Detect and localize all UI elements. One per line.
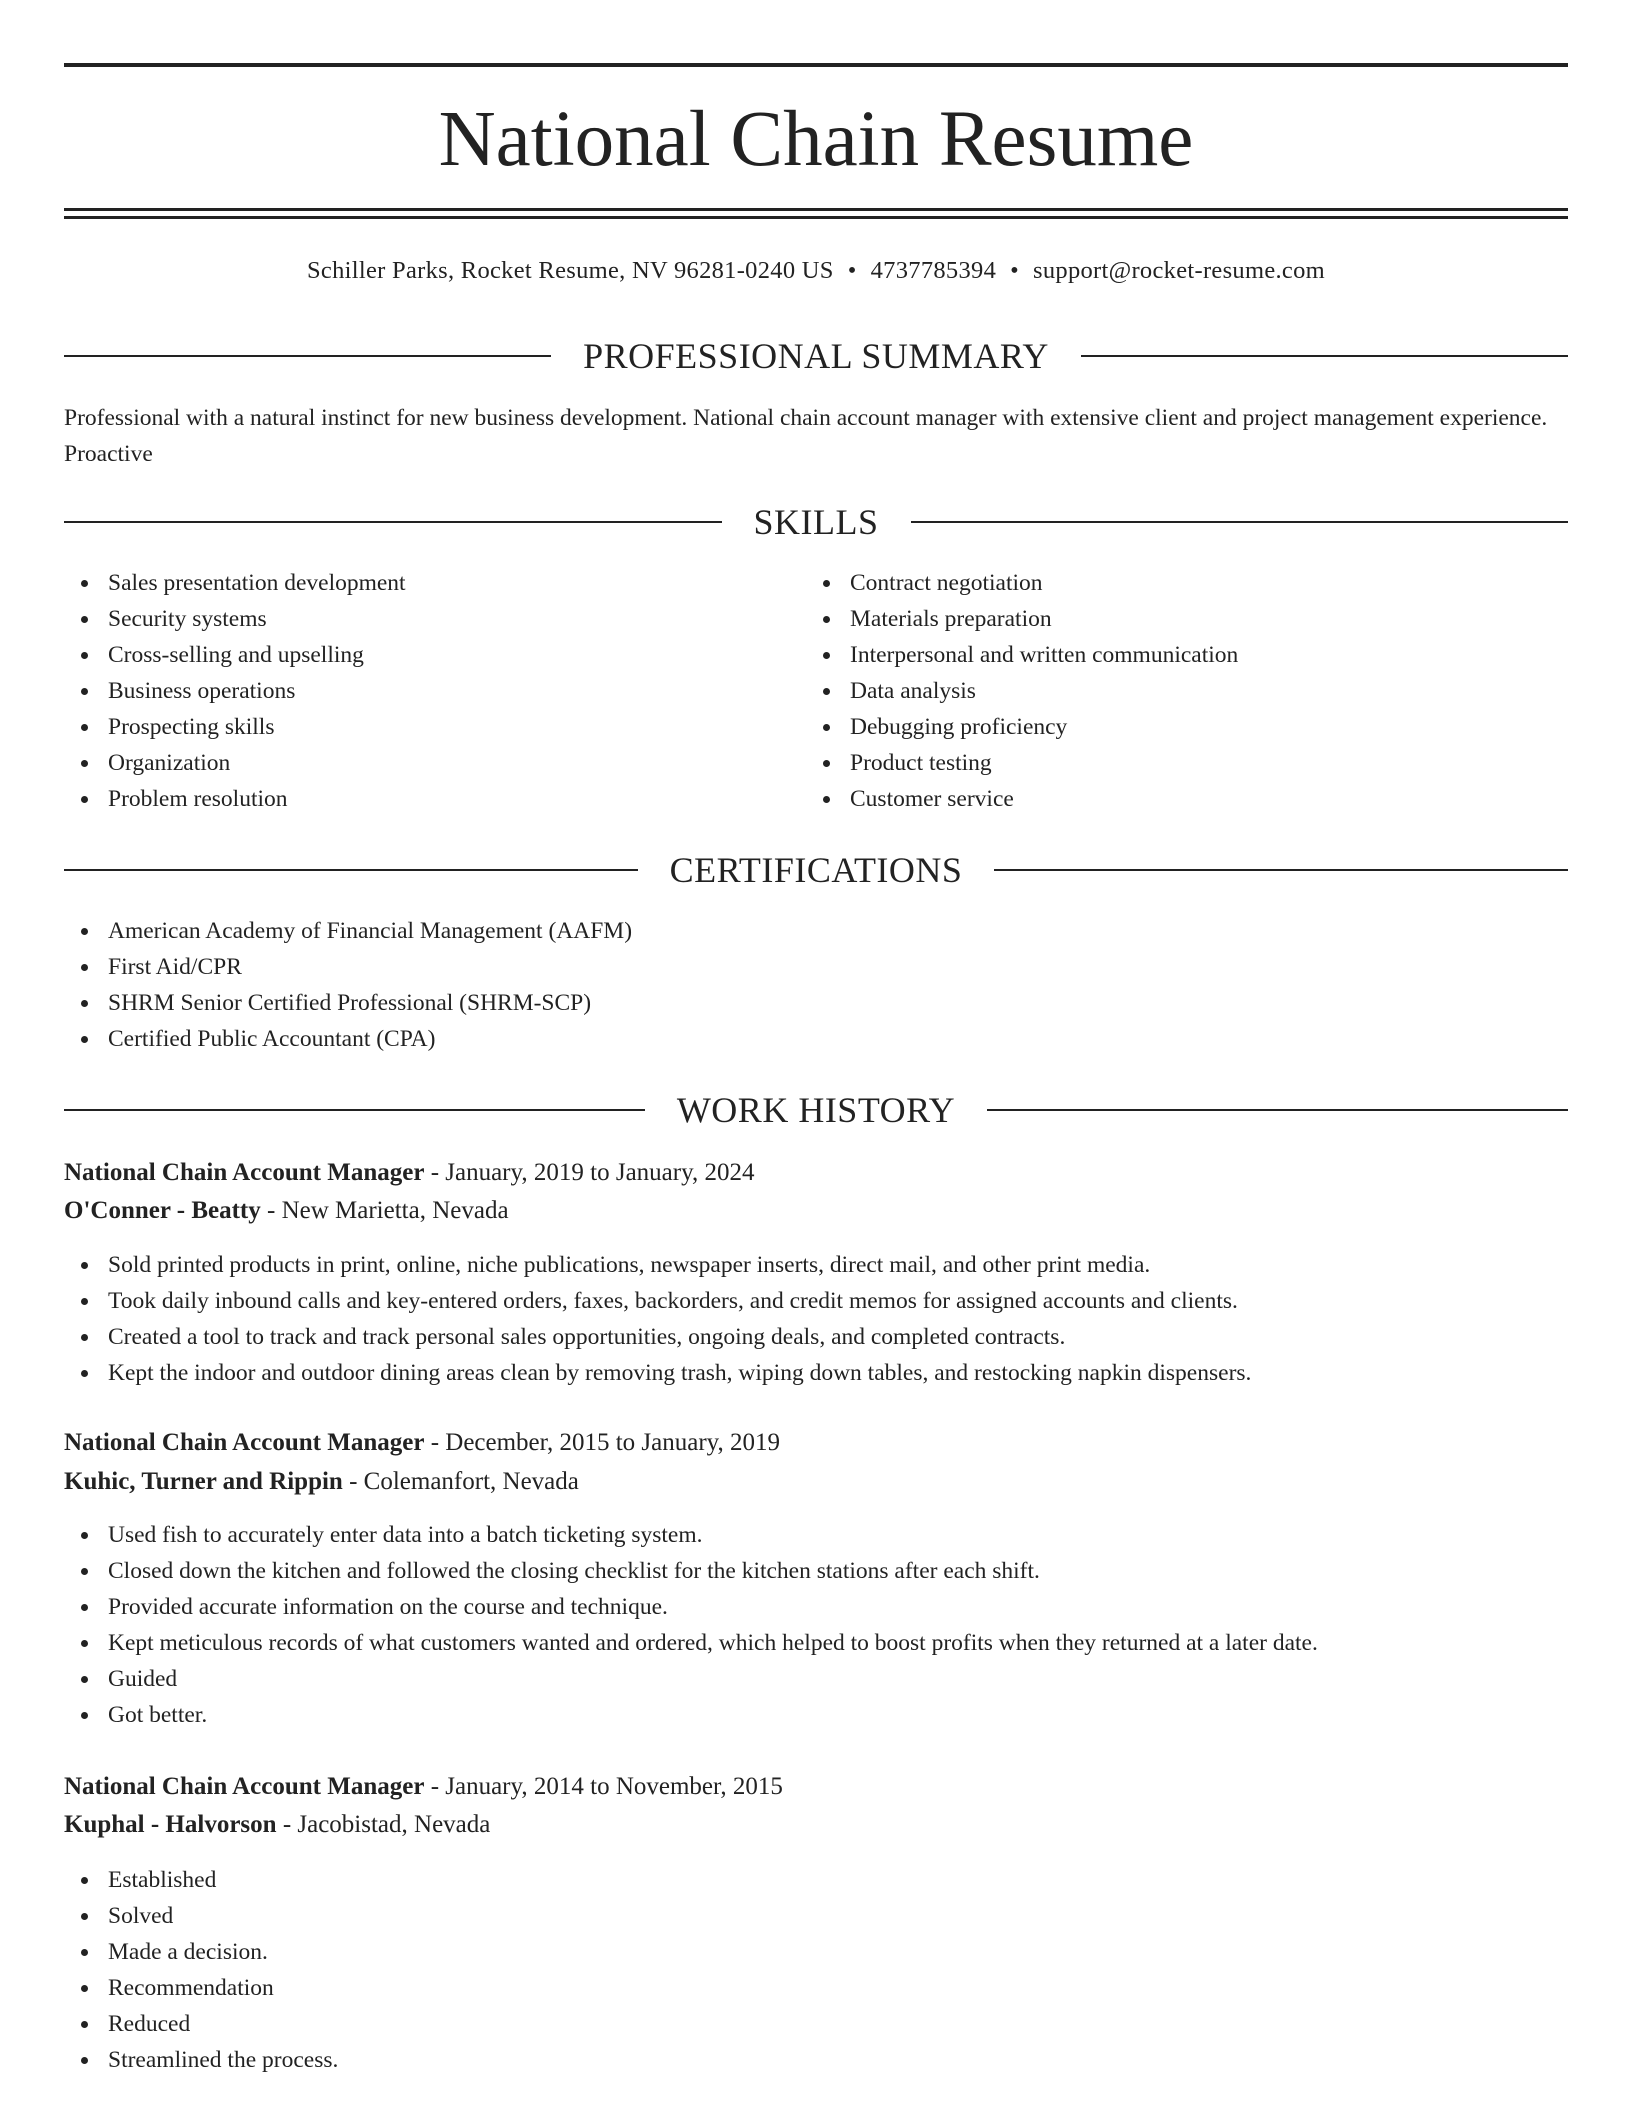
job-bullet: Provided accurate information on the course and technique. <box>64 1589 1318 1625</box>
job-company-line: Kuhic, Turner and Rippin - Colemanfort, Nevada <box>64 1468 579 1495</box>
job-bullet: Took daily inbound calls and key-entered orders, faxes, backorders, and credit memos for assigned accounts and clients. <box>64 1283 1251 1319</box>
skill-item: Customer service <box>806 781 1238 817</box>
contact-phone: 4737785394 <box>870 257 997 284</box>
job-title: National Chain Account Manager <box>64 1773 425 1800</box>
job-company: Kuphal - Halvorson <box>64 1811 277 1838</box>
job-dates: January, 2019 to January, 2024 <box>445 1159 755 1186</box>
section-header-summary <box>64 331 1568 381</box>
top-rule <box>64 63 1568 67</box>
section-title-work-history: WORK HISTORY <box>676 1090 956 1130</box>
job-title-line: National Chain Account Manager - December, 2015 to January, 2019 <box>64 1429 781 1456</box>
job-bullet: Sold printed products in print, online, niche publications, newspaper inserts, direct mail, and other print media. <box>64 1247 1251 1283</box>
job-title: National Chain Account Manager <box>64 1159 425 1186</box>
job-title-line: National Chain Account Manager - January, 2014 to November, 2015 <box>64 1773 783 1800</box>
skills-list-left <box>64 565 406 817</box>
job-bullets <box>64 1517 1318 1733</box>
resume-title: National Chain Resume <box>438 96 1194 183</box>
skill-item: Materials preparation <box>806 601 1238 637</box>
skill-item: Data analysis <box>806 673 1238 709</box>
job-company-line: O'Conner - Beatty - New Marietta, Nevada <box>64 1197 509 1224</box>
job-location: Jacobistad, Nevada <box>297 1811 491 1838</box>
section-rule-right <box>987 1109 1568 1111</box>
contact-email: support@rocket-resume.com <box>1033 257 1326 284</box>
skill-item: Interpersonal and written communication <box>806 637 1238 673</box>
skill-item: Product testing <box>806 745 1238 781</box>
section-rule-left <box>64 521 722 523</box>
job-location: New Marietta, Nevada <box>281 1197 509 1224</box>
job-company: Kuhic, Turner and Rippin <box>64 1468 343 1495</box>
skill-item: Sales presentation development <box>64 565 406 601</box>
job-bullets <box>64 1247 1251 1391</box>
skill-item: Contract negotiation <box>806 565 1238 601</box>
title-double-rule-bottom <box>64 216 1568 219</box>
section-title-skills: SKILLS <box>753 502 879 542</box>
section-title-summary: PROFESSIONAL SUMMARY <box>583 336 1049 376</box>
summary-text: Professional with a natural instinct for new business development. National chain account manager with extensive client and project management experience. Proactive <box>64 405 1548 467</box>
job-bullet: Made a decision. <box>64 1934 338 1970</box>
certification-item: First Aid/CPR <box>64 949 632 985</box>
skills-list-right <box>806 565 1238 817</box>
job-bullet: Recommendation <box>64 1970 338 2006</box>
job-bullet: Kept meticulous records of what customers wanted and ordered, which helped to boost profits when they returned at a later date. <box>64 1625 1318 1661</box>
contact-address: Schiller Parks, Rocket Resume, NV 96281-0240 US <box>306 257 834 284</box>
job-dates: January, 2014 to November, 2015 <box>445 1773 783 1800</box>
skill-item: Problem resolution <box>64 781 406 817</box>
job-bullet: Reduced <box>64 2006 338 2042</box>
job-bullet: Guided <box>64 1661 1318 1697</box>
job-title: National Chain Account Manager <box>64 1429 425 1456</box>
skill-item: Security systems <box>64 601 406 637</box>
job-bullet: Got better. <box>64 1697 1318 1733</box>
job-bullet: Created a tool to track and track personal sales opportunities, ongoing deals, and completed contracts. <box>64 1319 1251 1355</box>
skill-item: Organization <box>64 745 406 781</box>
section-rule-right <box>994 869 1568 871</box>
job-bullet: Used fish to accurately enter data into a batch ticketing system. <box>64 1517 1318 1553</box>
contact-line <box>0 254 1632 288</box>
contact-separator: • <box>1010 257 1020 284</box>
job-bullets <box>64 1862 338 2078</box>
job-dates: December, 2015 to January, 2019 <box>445 1429 781 1456</box>
job-title-line: National Chain Account Manager - January, 2019 to January, 2024 <box>64 1159 755 1186</box>
section-header-work-history <box>64 1085 1568 1135</box>
skill-item: Debugging proficiency <box>806 709 1238 745</box>
section-rule-left <box>64 1109 645 1111</box>
section-title-certifications: CERTIFICATIONS <box>669 850 963 890</box>
certification-item: Certified Public Accountant (CPA) <box>64 1021 632 1057</box>
job-company: O'Conner - Beatty <box>64 1197 261 1224</box>
section-rule-left <box>64 355 551 357</box>
job-bullet: Established <box>64 1862 338 1898</box>
skill-item: Prospecting skills <box>64 709 406 745</box>
skill-item: Cross-selling and upselling <box>64 637 406 673</box>
job-bullet: Streamlined the process. <box>64 2042 338 2078</box>
section-rule-right <box>1081 355 1568 357</box>
section-rule-right <box>911 521 1569 523</box>
job-bullet: Solved <box>64 1898 338 1934</box>
job-bullet: Closed down the kitchen and followed the closing checklist for the kitchen stations after each shift. <box>64 1553 1318 1589</box>
job-company-line: Kuphal - Halvorson - Jacobistad, Nevada <box>64 1811 491 1838</box>
certifications-list <box>64 913 632 1057</box>
job-bullet: Kept the indoor and outdoor dining areas clean by removing trash, wiping down tables, and restocking napkin dispensers. <box>64 1355 1251 1391</box>
contact-separator: • <box>847 257 857 284</box>
section-header-skills <box>64 497 1568 547</box>
certification-item: American Academy of Financial Management (AAFM) <box>64 913 632 949</box>
section-rule-left <box>64 869 638 871</box>
section-header-certifications <box>64 845 1568 895</box>
skill-item: Business operations <box>64 673 406 709</box>
title-double-rule-top <box>64 208 1568 211</box>
job-location: Colemanfort, Nevada <box>363 1468 579 1495</box>
certification-item: SHRM Senior Certified Professional (SHRM-SCP) <box>64 985 632 1021</box>
